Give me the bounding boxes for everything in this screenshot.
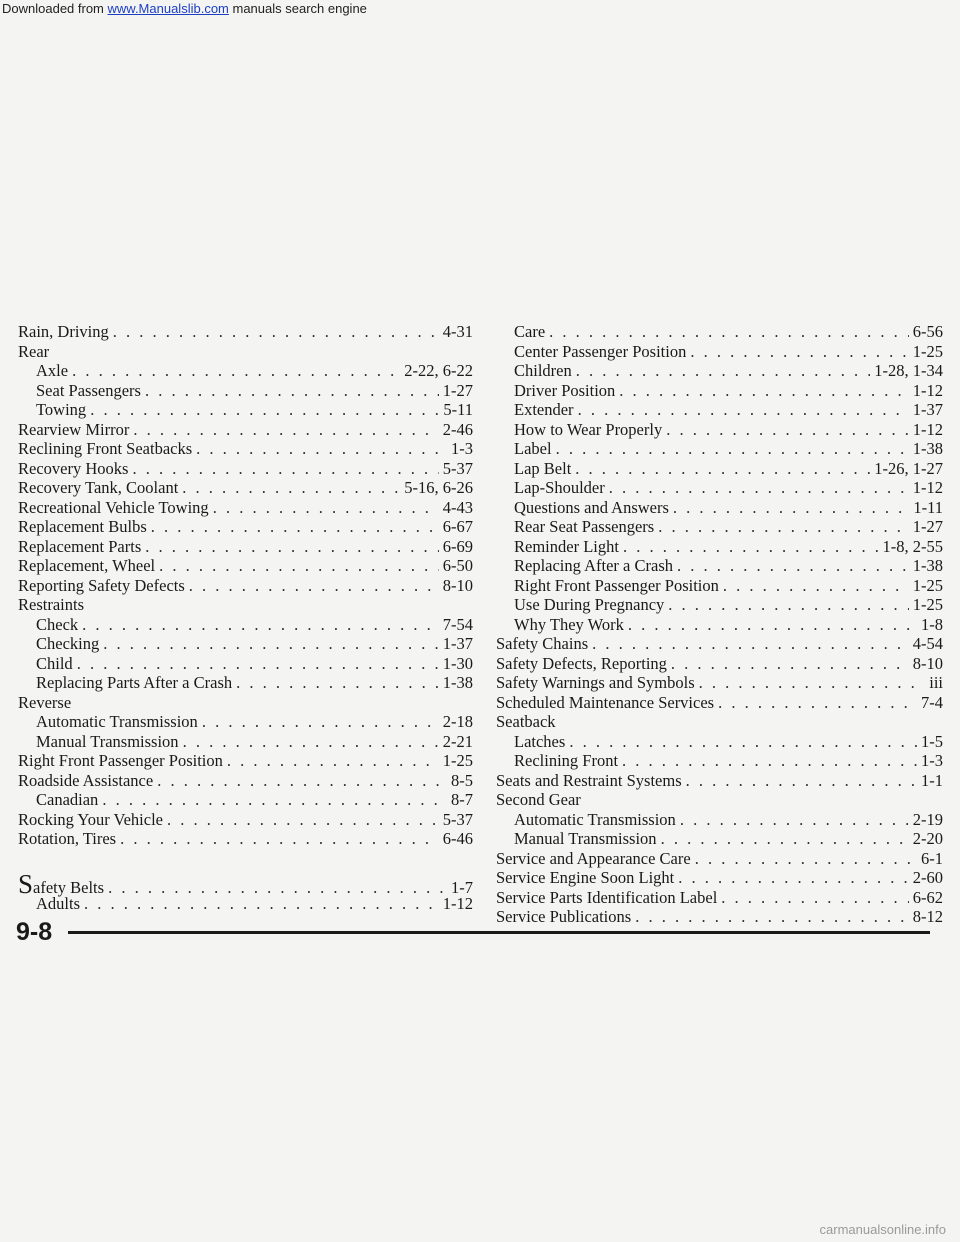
entry-page: 6-69 xyxy=(442,536,473,556)
entry-page: 2-21 xyxy=(442,731,473,751)
entry-title: Recreational Vehicle Towing xyxy=(18,497,209,517)
entry-page: 1-27 xyxy=(442,380,473,400)
entry-title: Center Passenger Position xyxy=(514,341,687,361)
entry-title: Canadian xyxy=(36,790,99,809)
entry-page: 1-26, 1-27 xyxy=(874,458,943,478)
dot-leader xyxy=(592,634,909,654)
entry-title: Right Front Passenger Position xyxy=(514,575,719,595)
dot-leader xyxy=(578,400,909,420)
entry-title: Seat Passengers xyxy=(36,380,141,400)
dot-leader xyxy=(159,556,439,576)
index-entry xyxy=(496,673,943,693)
dot-leader xyxy=(622,751,917,771)
entry-title: Why They Work xyxy=(514,614,624,634)
entry-page: 1-5 xyxy=(921,731,943,751)
index-entry xyxy=(496,907,943,927)
index-entry xyxy=(18,361,473,381)
index-entry xyxy=(18,654,473,674)
left-s-entries xyxy=(18,868,473,914)
entry-title: Reclining Front xyxy=(514,751,619,770)
dot-leader xyxy=(678,868,908,888)
entry-title: Lap-Shoulder xyxy=(514,478,605,497)
dot-leader xyxy=(723,576,909,596)
index-entry xyxy=(496,693,943,713)
left-entries xyxy=(18,322,473,849)
index-entry xyxy=(18,751,473,771)
entry-page: 2-18 xyxy=(442,712,473,731)
entry-page: 8-10 xyxy=(912,653,943,673)
entry-title: Lap Belt xyxy=(514,458,572,478)
dot-leader xyxy=(77,654,439,674)
index-entry xyxy=(496,849,943,869)
entry-title: Seats and Restraint Systems xyxy=(496,770,682,790)
entry-page: 1-3 xyxy=(921,751,943,770)
index-entry xyxy=(18,400,473,420)
entry-title: Use During Pregnancy xyxy=(514,595,665,614)
entry-page: 1-37 xyxy=(912,400,943,419)
index-entry xyxy=(18,790,473,810)
index-entry xyxy=(18,771,473,791)
index-entry xyxy=(496,810,943,830)
dot-leader xyxy=(556,439,909,459)
dot-leader xyxy=(609,478,909,498)
entry-page: 1-38 xyxy=(912,556,943,575)
index-entry xyxy=(496,868,943,888)
dot-leader xyxy=(196,439,447,459)
index-entry xyxy=(496,595,943,615)
entry-title: Service and Appearance Care xyxy=(496,848,691,868)
entry-title: Reverse xyxy=(18,692,72,712)
entry-page: 1-11 xyxy=(913,497,943,517)
dot-leader xyxy=(690,342,908,362)
entry-title: Scheduled Maintenance Services xyxy=(496,692,715,712)
index-entry xyxy=(496,615,943,635)
entry-title: Replacing After a Crash xyxy=(514,556,673,575)
entry-title: Second Gear xyxy=(496,790,581,809)
entry-page: 2-60 xyxy=(912,868,943,887)
entry-title: Axle xyxy=(36,361,69,380)
entry-page: 2-19 xyxy=(912,809,943,829)
index-entry xyxy=(18,829,473,849)
entry-title: How to Wear Properly xyxy=(514,419,663,439)
entry-title: Service Parts Identification Label xyxy=(496,887,718,907)
index-entry xyxy=(496,888,943,908)
index-column-right xyxy=(496,322,943,927)
index-entry xyxy=(496,771,943,791)
entry-page: 1-12 xyxy=(912,380,943,400)
dot-leader xyxy=(183,732,439,752)
dot-leader xyxy=(113,322,439,342)
entry-page: 1-3 xyxy=(451,439,473,458)
entry-title: Recovery Tank, Coolant xyxy=(18,478,179,497)
dot-leader xyxy=(182,478,400,498)
index-entry xyxy=(496,751,943,771)
dot-leader xyxy=(151,517,439,537)
entry-page: 1-12 xyxy=(912,478,943,497)
dot-leader xyxy=(90,400,439,420)
index-entry xyxy=(496,478,943,498)
index-entry xyxy=(496,537,943,557)
entry-page: 4-31 xyxy=(442,322,473,341)
dot-leader xyxy=(236,673,439,693)
index-entry xyxy=(18,439,473,459)
entry-title: Replacing Parts After a Crash xyxy=(36,673,233,692)
entry-title: Safety Warnings and Symbols xyxy=(496,673,695,692)
dot-leader xyxy=(628,615,917,635)
entry-title-rest: afety Belts xyxy=(33,877,105,897)
entry-page: 1-37 xyxy=(442,634,473,653)
entry-title: Roadside Assistance xyxy=(18,770,154,790)
entry-page: 4-43 xyxy=(442,497,473,517)
index-entry xyxy=(18,712,473,732)
dot-leader xyxy=(671,654,909,674)
index-entry xyxy=(496,361,943,381)
entry-page: 5-11 xyxy=(443,400,473,419)
entry-page: 1-1 xyxy=(921,770,943,790)
index-entry xyxy=(496,576,943,596)
dot-leader xyxy=(569,732,917,752)
dot-leader xyxy=(72,361,400,381)
entry-page: 1-38 xyxy=(912,439,943,458)
dot-leader xyxy=(189,576,439,596)
dot-leader xyxy=(132,459,438,479)
entry-title: Replacement, Wheel xyxy=(18,556,156,575)
entry-title: Seatback xyxy=(496,712,556,731)
entry-page: 8-7 xyxy=(451,790,473,809)
index-entry xyxy=(496,634,943,654)
dot-leader xyxy=(202,712,439,732)
index-entry xyxy=(496,829,943,849)
entry-page: 6-67 xyxy=(442,517,473,536)
index-entry xyxy=(18,322,473,342)
entry-page: 1-12 xyxy=(912,419,943,439)
index-entry xyxy=(496,459,943,479)
index-entry xyxy=(496,439,943,459)
entry-title: Right Front Passenger Position xyxy=(18,751,223,770)
dot-leader xyxy=(145,537,438,557)
dot-leader xyxy=(82,615,439,635)
entry-title: Reporting Safety Defects xyxy=(18,575,185,595)
entry-page: 6-46 xyxy=(442,829,473,848)
index-entry xyxy=(496,420,943,440)
entry-title: Extender xyxy=(514,400,574,419)
index-entry xyxy=(18,634,473,654)
entry-page: 2-46 xyxy=(442,419,473,439)
entry-title: Rearview Mirror xyxy=(18,419,130,439)
dot-leader xyxy=(661,829,909,849)
index-entry xyxy=(496,342,943,362)
right-entries xyxy=(496,322,943,927)
dot-leader xyxy=(157,771,447,791)
dot-leader xyxy=(120,829,439,849)
entry-title: Reclining Front Seatbacks xyxy=(18,439,193,458)
entry-page: 4-54 xyxy=(912,634,943,653)
entry-page: 1-25 xyxy=(442,751,473,770)
entry-title: Replacement Parts xyxy=(18,536,142,556)
entry-page: 5-16, 6-26 xyxy=(404,478,473,497)
index-entry xyxy=(18,459,473,479)
entry-page: 1-7 xyxy=(451,877,473,897)
index-entry xyxy=(18,595,473,615)
entry-title: Label xyxy=(514,439,552,458)
entry-title: Restraints xyxy=(18,595,84,614)
dot-leader xyxy=(103,634,439,654)
index-entry xyxy=(496,498,943,518)
entry-title: Safety Chains xyxy=(496,634,589,653)
entry-page: 1-38 xyxy=(442,673,473,692)
index-entry xyxy=(18,517,473,537)
footer-rule xyxy=(68,931,930,934)
banner-prefix: Downloaded from xyxy=(2,1,108,16)
entry-title: Reminder Light xyxy=(514,536,619,556)
page-number: 9-8 xyxy=(16,918,53,946)
index-entry xyxy=(496,322,943,342)
entry-page: 6-62 xyxy=(912,887,943,907)
entry-title: Latches xyxy=(514,731,566,751)
dot-leader xyxy=(549,322,909,342)
entry-title: Care xyxy=(514,322,546,341)
entry-page: iii xyxy=(929,673,943,692)
entry-title: Check xyxy=(36,614,79,634)
entry-page: 1-12 xyxy=(442,894,473,913)
dot-leader xyxy=(623,537,879,557)
manualslib-link[interactable]: www.Manualslib.com xyxy=(107,1,229,16)
entry-title: Children xyxy=(514,361,572,380)
entry-title: Towing xyxy=(36,400,87,419)
index-entry xyxy=(496,790,943,810)
entry-title: Rocking Your Vehicle xyxy=(18,809,163,829)
entry-page: 1-8, 2-55 xyxy=(882,536,943,556)
entry-page: 5-37 xyxy=(442,809,473,829)
dot-leader xyxy=(666,420,909,440)
download-banner xyxy=(0,0,960,20)
dot-leader xyxy=(167,810,439,830)
index-entry xyxy=(18,342,473,362)
entry-title: Service Publications xyxy=(496,907,632,926)
index-entry xyxy=(18,732,473,752)
entry-page: 2-20 xyxy=(912,829,943,848)
entry-page: 7-54 xyxy=(442,614,473,634)
dot-leader xyxy=(575,459,870,479)
dot-leader xyxy=(635,907,909,927)
banner-suffix: manuals search engine xyxy=(228,1,367,16)
entry-page: 5-37 xyxy=(442,458,473,478)
entry-title: Safety Defects, Reporting xyxy=(496,653,667,673)
entry-title: Rear xyxy=(18,341,50,361)
dot-leader xyxy=(658,517,909,537)
index-entry xyxy=(496,732,943,752)
index-entry xyxy=(496,400,943,420)
entry-page: 1-30 xyxy=(442,653,473,673)
index-entry xyxy=(18,673,473,693)
index-entry xyxy=(18,810,473,830)
entry-page: 1-27 xyxy=(912,517,943,536)
entry-title: Automatic Transmission xyxy=(36,712,198,731)
entry-page: 6-50 xyxy=(442,556,473,575)
entry-page: 1-25 xyxy=(912,575,943,595)
index-entry xyxy=(496,517,943,537)
index-entry xyxy=(496,381,943,401)
entry-page: 1-8 xyxy=(921,614,943,634)
letter-gap xyxy=(18,849,473,875)
entry-title: Manual Transmission xyxy=(36,731,179,751)
index-entry xyxy=(18,693,473,713)
index-entry xyxy=(496,712,943,732)
entry-title: Manual Transmission xyxy=(514,829,657,848)
dot-leader xyxy=(677,556,909,576)
entry-title: Rear Seat Passengers xyxy=(514,517,655,536)
entry-title: Replacement Bulbs xyxy=(18,517,147,536)
entry-page: 1-25 xyxy=(912,595,943,614)
entry-title: Driver Position xyxy=(514,380,616,400)
dot-leader xyxy=(686,771,917,791)
dot-leader xyxy=(576,361,871,381)
index-entry xyxy=(18,615,473,635)
dot-leader xyxy=(721,888,908,908)
entry-page: 8-5 xyxy=(451,770,473,790)
dot-leader xyxy=(695,849,917,869)
dot-leader xyxy=(668,595,908,615)
entry-title: Questions and Answers xyxy=(514,497,669,517)
dot-leader xyxy=(680,810,909,830)
dot-leader xyxy=(619,381,908,401)
dot-leader xyxy=(102,790,447,810)
index-entry xyxy=(18,537,473,557)
index-entry xyxy=(18,556,473,576)
index-entry xyxy=(18,576,473,596)
index-column-left xyxy=(18,322,473,914)
entry-page: 8-10 xyxy=(442,575,473,595)
entry-title: Adults xyxy=(36,894,81,913)
index-entry xyxy=(18,498,473,518)
dot-leader xyxy=(133,420,438,440)
dot-leader xyxy=(213,498,439,518)
entry-page: 6-56 xyxy=(912,322,943,341)
entry-page: 7-4 xyxy=(921,692,943,712)
drop-letter: S xyxy=(18,868,34,899)
index-entry xyxy=(18,381,473,401)
index-entry xyxy=(496,654,943,674)
entry-title: Rotation, Tires xyxy=(18,829,117,848)
index-entry xyxy=(496,556,943,576)
entry-page: 6-1 xyxy=(921,848,943,868)
entry-page: 2-22, 6-22 xyxy=(404,361,473,380)
index-entry xyxy=(18,420,473,440)
index-entry xyxy=(18,868,473,899)
entry-title: Child xyxy=(36,653,73,673)
dot-leader xyxy=(84,894,439,914)
entry-title: Rain, Driving xyxy=(18,322,109,341)
entry-page: 1-28, 1-34 xyxy=(874,361,943,380)
dot-leader xyxy=(227,751,439,771)
dot-leader xyxy=(718,693,917,713)
entry-page: 1-25 xyxy=(912,341,943,361)
entry-title: Service Engine Soon Light xyxy=(496,868,675,887)
entry-page: 8-12 xyxy=(912,907,943,926)
entry-title: Recovery Hooks xyxy=(18,458,129,478)
index-entry xyxy=(18,478,473,498)
watermark-footer: carmanualsonline.info xyxy=(819,1222,946,1237)
index-entry xyxy=(18,894,473,914)
dot-leader xyxy=(145,381,439,401)
dot-leader xyxy=(673,498,909,518)
entry-title: Automatic Transmission xyxy=(514,809,676,829)
dot-leader xyxy=(699,673,926,693)
entry-title: Checking xyxy=(36,634,100,653)
